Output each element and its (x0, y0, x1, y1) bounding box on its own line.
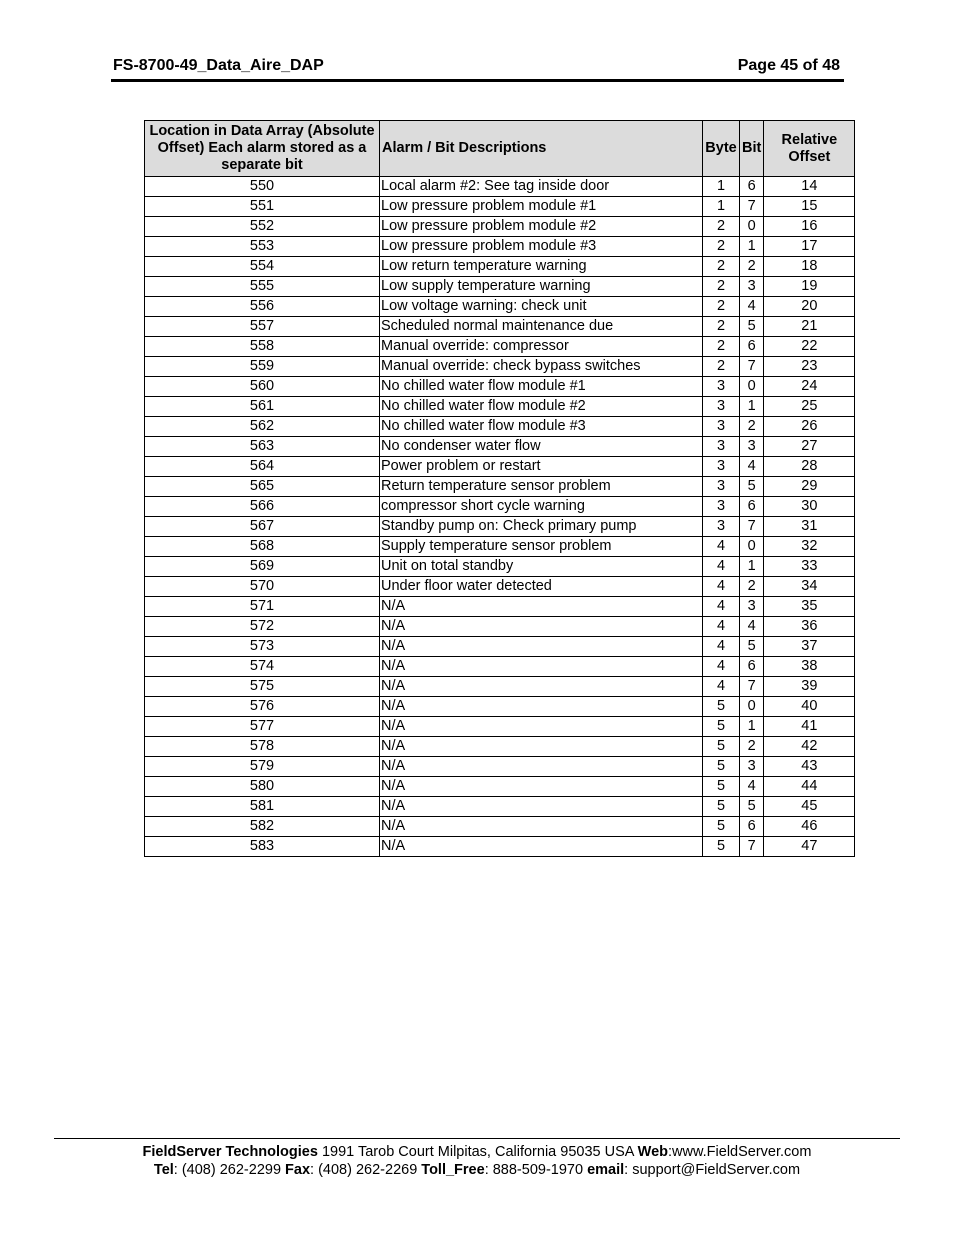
cell-relative-offset: 37 (764, 637, 855, 657)
cell-byte: 5 (703, 737, 740, 757)
cell-byte: 2 (703, 217, 740, 237)
cell-relative-offset: 23 (764, 357, 855, 377)
table-header-row (145, 121, 855, 177)
cell-location: 576 (145, 697, 380, 717)
cell-description: compressor short cycle warning (380, 497, 703, 517)
cell-location: 571 (145, 597, 380, 617)
cell-location: 555 (145, 277, 380, 297)
cell-byte: 3 (703, 457, 740, 477)
cell-relative-offset: 24 (764, 377, 855, 397)
cell-bit: 7 (740, 197, 764, 217)
cell-relative-offset: 47 (764, 837, 855, 857)
cell-byte: 4 (703, 557, 740, 577)
table-row (145, 677, 855, 697)
cell-bit: 7 (740, 677, 764, 697)
cell-description: N/A (380, 597, 703, 617)
cell-location: 572 (145, 617, 380, 637)
cell-bit: 5 (740, 477, 764, 497)
cell-location: 578 (145, 737, 380, 757)
cell-byte: 2 (703, 337, 740, 357)
cell-description: Scheduled normal maintenance due (380, 317, 703, 337)
cell-relative-offset: 41 (764, 717, 855, 737)
cell-bit: 5 (740, 637, 764, 657)
web-value: :www.FieldServer.com (668, 1144, 812, 1160)
cell-byte: 2 (703, 277, 740, 297)
cell-relative-offset: 38 (764, 657, 855, 677)
cell-relative-offset: 16 (764, 217, 855, 237)
table-row (145, 397, 855, 417)
cell-byte: 3 (703, 437, 740, 457)
column-header-description: Alarm / Bit Descriptions (380, 121, 703, 177)
cell-location: 565 (145, 477, 380, 497)
cell-location: 569 (145, 557, 380, 577)
table-row (145, 777, 855, 797)
table-row (145, 317, 855, 337)
cell-relative-offset: 30 (764, 497, 855, 517)
table-row (145, 197, 855, 217)
cell-byte: 2 (703, 257, 740, 277)
cell-location: 581 (145, 797, 380, 817)
table-row (145, 697, 855, 717)
email-value: : support@FieldServer.com (624, 1162, 801, 1178)
cell-bit: 0 (740, 537, 764, 557)
cell-location: 574 (145, 657, 380, 677)
cell-relative-offset: 36 (764, 617, 855, 637)
cell-description: Low pressure problem module #1 (380, 197, 703, 217)
cell-description: Under floor water detected (380, 577, 703, 597)
cell-byte: 3 (703, 377, 740, 397)
cell-description: N/A (380, 657, 703, 677)
cell-byte: 4 (703, 577, 740, 597)
cell-relative-offset: 42 (764, 737, 855, 757)
cell-bit: 2 (740, 417, 764, 437)
cell-relative-offset: 31 (764, 517, 855, 537)
cell-bit: 7 (740, 517, 764, 537)
cell-description: Return temperature sensor problem (380, 477, 703, 497)
page-header (111, 57, 844, 82)
tollfree-value: : 888-509-1970 (484, 1162, 588, 1178)
cell-byte: 3 (703, 417, 740, 437)
cell-relative-offset: 26 (764, 417, 855, 437)
footer-line-2 (54, 1161, 900, 1179)
cell-byte: 4 (703, 657, 740, 677)
cell-bit: 3 (740, 757, 764, 777)
cell-byte: 3 (703, 477, 740, 497)
cell-relative-offset: 27 (764, 437, 855, 457)
table-row (145, 517, 855, 537)
table-row (145, 617, 855, 637)
cell-byte: 5 (703, 777, 740, 797)
cell-description: Manual override: check bypass switches (380, 357, 703, 377)
column-header-byte: Byte (703, 121, 740, 177)
cell-byte: 4 (703, 537, 740, 557)
cell-bit: 1 (740, 397, 764, 417)
cell-relative-offset: 45 (764, 797, 855, 817)
cell-description: N/A (380, 837, 703, 857)
cell-location: 551 (145, 197, 380, 217)
cell-relative-offset: 46 (764, 817, 855, 837)
cell-relative-offset: 35 (764, 597, 855, 617)
cell-location: 567 (145, 517, 380, 537)
tollfree-label: Toll_Free (421, 1162, 485, 1178)
company-name: FieldServer Technologies (142, 1144, 318, 1160)
cell-location: 575 (145, 677, 380, 697)
table-row (145, 557, 855, 577)
cell-location: 583 (145, 837, 380, 857)
column-header-location: Location in Data Array (Absolute Offset) Each alarm stored as a separate bit (145, 121, 380, 177)
cell-location: 563 (145, 437, 380, 457)
cell-location: 580 (145, 777, 380, 797)
cell-byte: 3 (703, 397, 740, 417)
cell-bit: 0 (740, 217, 764, 237)
cell-location: 573 (145, 637, 380, 657)
cell-bit: 6 (740, 657, 764, 677)
table-row (145, 277, 855, 297)
footer-line-1 (54, 1143, 900, 1161)
table-row (145, 177, 855, 197)
cell-location: 579 (145, 757, 380, 777)
table-row (145, 477, 855, 497)
cell-description: N/A (380, 777, 703, 797)
cell-byte: 5 (703, 837, 740, 857)
cell-bit: 2 (740, 577, 764, 597)
column-header-relative-offset: Relative Offset (764, 121, 855, 177)
cell-description: N/A (380, 637, 703, 657)
cell-description: N/A (380, 697, 703, 717)
cell-bit: 5 (740, 797, 764, 817)
cell-byte: 5 (703, 817, 740, 837)
cell-relative-offset: 21 (764, 317, 855, 337)
cell-byte: 2 (703, 297, 740, 317)
table-row (145, 457, 855, 477)
page-number: Page 45 of 48 (737, 57, 840, 74)
cell-byte: 5 (703, 797, 740, 817)
cell-bit: 7 (740, 357, 764, 377)
table-row (145, 737, 855, 757)
table-row (145, 377, 855, 397)
cell-description: Low voltage warning: check unit (380, 297, 703, 317)
table-row (145, 537, 855, 557)
cell-relative-offset: 33 (764, 557, 855, 577)
cell-bit: 6 (740, 497, 764, 517)
cell-byte: 5 (703, 757, 740, 777)
cell-relative-offset: 34 (764, 577, 855, 597)
cell-relative-offset: 39 (764, 677, 855, 697)
cell-description: N/A (380, 717, 703, 737)
cell-byte: 2 (703, 237, 740, 257)
cell-description: Low supply temperature warning (380, 277, 703, 297)
cell-description: Low pressure problem module #3 (380, 237, 703, 257)
table-row (145, 597, 855, 617)
cell-relative-offset: 43 (764, 757, 855, 777)
cell-bit: 0 (740, 377, 764, 397)
cell-description: Power problem or restart (380, 457, 703, 477)
cell-description: N/A (380, 797, 703, 817)
cell-location: 582 (145, 817, 380, 837)
tel-label: Tel (153, 1162, 174, 1178)
cell-description: Low pressure problem module #2 (380, 217, 703, 237)
alarm-bit-table (144, 120, 855, 857)
cell-description: N/A (380, 757, 703, 777)
cell-description: No chilled water flow module #1 (380, 377, 703, 397)
cell-byte: 4 (703, 677, 740, 697)
table-row (145, 577, 855, 597)
cell-description: No condenser water flow (380, 437, 703, 457)
cell-bit: 6 (740, 337, 764, 357)
fax-label: Fax (285, 1162, 311, 1178)
cell-description: Unit on total standby (380, 557, 703, 577)
cell-location: 570 (145, 577, 380, 597)
cell-location: 558 (145, 337, 380, 357)
cell-bit: 6 (740, 817, 764, 837)
cell-location: 554 (145, 257, 380, 277)
cell-location: 552 (145, 217, 380, 237)
document-id: FS-8700-49_Data_Aire_DAP (113, 57, 324, 74)
column-header-bit: Bit (740, 121, 764, 177)
table-row (145, 817, 855, 837)
cell-relative-offset: 18 (764, 257, 855, 277)
table-row (145, 357, 855, 377)
cell-location: 566 (145, 497, 380, 517)
cell-relative-offset: 15 (764, 197, 855, 217)
cell-location: 553 (145, 237, 380, 257)
cell-bit: 3 (740, 437, 764, 457)
email-label: email (587, 1162, 625, 1178)
table-row (145, 497, 855, 517)
cell-description: N/A (380, 817, 703, 837)
cell-byte: 4 (703, 597, 740, 617)
cell-bit: 4 (740, 297, 764, 317)
table-row (145, 637, 855, 657)
cell-bit: 2 (740, 737, 764, 757)
table-row (145, 237, 855, 257)
company-address: 1991 Tarob Court Milpitas, California 95035 USA (317, 1144, 638, 1160)
cell-bit: 3 (740, 277, 764, 297)
cell-bit: 6 (740, 177, 764, 197)
cell-location: 564 (145, 457, 380, 477)
fax-value: : (408) 262-2269 (310, 1162, 422, 1178)
cell-bit: 0 (740, 697, 764, 717)
cell-relative-offset: 29 (764, 477, 855, 497)
cell-byte: 5 (703, 697, 740, 717)
cell-description: Manual override: compressor (380, 337, 703, 357)
cell-byte: 2 (703, 357, 740, 377)
cell-description: N/A (380, 617, 703, 637)
cell-byte: 5 (703, 717, 740, 737)
cell-byte: 1 (703, 197, 740, 217)
cell-location: 556 (145, 297, 380, 317)
cell-relative-offset: 19 (764, 277, 855, 297)
table-row (145, 417, 855, 437)
cell-relative-offset: 32 (764, 537, 855, 557)
table-row (145, 837, 855, 857)
cell-description: Low return temperature warning (380, 257, 703, 277)
cell-bit: 1 (740, 557, 764, 577)
cell-byte: 2 (703, 317, 740, 337)
web-label: Web (637, 1144, 669, 1160)
cell-relative-offset: 28 (764, 457, 855, 477)
cell-description: No chilled water flow module #3 (380, 417, 703, 437)
table-row (145, 717, 855, 737)
cell-location: 557 (145, 317, 380, 337)
cell-bit: 2 (740, 257, 764, 277)
cell-byte: 3 (703, 497, 740, 517)
cell-location: 577 (145, 717, 380, 737)
cell-byte: 4 (703, 637, 740, 657)
table-row (145, 757, 855, 777)
cell-bit: 7 (740, 837, 764, 857)
page-footer (54, 1138, 900, 1179)
cell-description: Standby pump on: Check primary pump (380, 517, 703, 537)
table-row (145, 657, 855, 677)
table-row (145, 437, 855, 457)
cell-bit: 4 (740, 617, 764, 637)
cell-description: N/A (380, 737, 703, 757)
cell-bit: 1 (740, 237, 764, 257)
table-row (145, 217, 855, 237)
cell-bit: 3 (740, 597, 764, 617)
cell-relative-offset: 17 (764, 237, 855, 257)
cell-bit: 5 (740, 317, 764, 337)
cell-relative-offset: 22 (764, 337, 855, 357)
cell-byte: 4 (703, 617, 740, 637)
cell-description: N/A (380, 677, 703, 697)
cell-location: 562 (145, 417, 380, 437)
cell-location: 560 (145, 377, 380, 397)
table-body (145, 177, 855, 857)
cell-bit: 4 (740, 777, 764, 797)
cell-location: 568 (145, 537, 380, 557)
cell-relative-offset: 20 (764, 297, 855, 317)
cell-location: 559 (145, 357, 380, 377)
cell-location: 550 (145, 177, 380, 197)
cell-relative-offset: 14 (764, 177, 855, 197)
cell-relative-offset: 44 (764, 777, 855, 797)
cell-byte: 1 (703, 177, 740, 197)
table-row (145, 797, 855, 817)
cell-description: No chilled water flow module #2 (380, 397, 703, 417)
cell-byte: 3 (703, 517, 740, 537)
cell-description: Local alarm #2: See tag inside door (380, 177, 703, 197)
table-row (145, 297, 855, 317)
tel-value: : (408) 262-2299 (173, 1162, 286, 1178)
cell-relative-offset: 25 (764, 397, 855, 417)
table-row (145, 257, 855, 277)
cell-bit: 4 (740, 457, 764, 477)
cell-relative-offset: 40 (764, 697, 855, 717)
cell-location: 561 (145, 397, 380, 417)
table-row (145, 337, 855, 357)
cell-bit: 1 (740, 717, 764, 737)
cell-description: Supply temperature sensor problem (380, 537, 703, 557)
